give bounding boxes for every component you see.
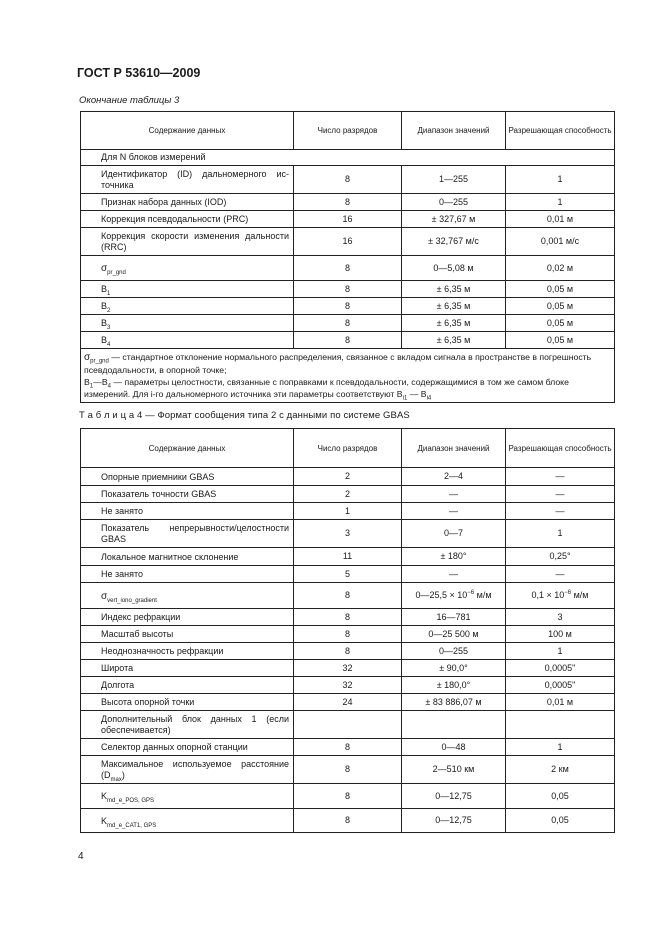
table4 <box>80 428 615 833</box>
table-row: Селектор данных опорной станции 8 0—48 1 <box>81 739 615 756</box>
col-header-resolution: Разрешающая способность <box>506 112 615 150</box>
section-label: Для N блоков измерений <box>81 150 615 166</box>
table-row: Показатель точности GBAS 2 — — <box>81 486 615 503</box>
table-row: Не занято 1 — — <box>81 503 615 520</box>
table-row: $\sigma_{vert\_iono\_gradient}$ 8 0—25,5 × $10^{-6}$ м/м $0,1 \times 10^{-6}$ м/м <box>81 583 615 609</box>
document-title: ГОСТ Р 53610—2009 <box>77 66 201 80</box>
table-row: Дополнительный блок данных 1 (если обеспечивается) <box>81 711 615 739</box>
col-header-resolution: Разрешающая способность <box>506 429 615 468</box>
table-row: Индекс рефракции 8 16—781 3 <box>81 609 615 626</box>
col-header-bits: Число разрядов <box>294 429 402 468</box>
table-row: $K_{md\_e\_CAT1, GPS}$ 8 0—12,75 0,05 <box>81 809 615 833</box>
table-row: Не занято 5 — — <box>81 566 615 583</box>
table4-caption: Т а б л и ц а 4 — Формат сообщения типа 2 с данными по системе GBAS <box>79 410 410 421</box>
table-row: Коррекция скорости изменения дальности (RRC) 16 ± 32,767 м/с 0,001 м/с <box>81 228 615 256</box>
col-header-bits: Число разрядов <box>294 112 402 150</box>
table3 <box>80 111 615 403</box>
table-row: Высота опорной точки 24 ± 83 886,07 м 0,01 м <box>81 694 615 711</box>
table-row: Опорные приемники GBAS 2 2—4 — <box>81 468 615 486</box>
table3-footnote: $\sigma_{pr\_gnd}$ — стандартное отклонение нормального распределения, связанное с вкладом сигнала в пространстве в погрешность псевдодальности, в опорной точке; $B_1—B_4$ — параметры целостности, связанные с поправками к псевдодальности, содержащимися в том же самом блоке измерений. Для i-го дальномерного источника эти параметры соответствуют $B_{i1}$ — $B_{i4}$ <box>81 349 615 403</box>
table-row: $B_2$ 8 ± 6,35 м 0,05 м <box>81 298 615 315</box>
col-header-range: Диапазон значений <box>402 112 506 150</box>
table-row: $K_{md\_e\_POS, GPS}$ 8 0—12,75 0,05 <box>81 784 615 809</box>
col-header-content: Содержание данных <box>81 429 294 468</box>
table-row: Коррекция псевдодальности (PRC) 16 ± 327,67 м 0,01 м <box>81 211 615 228</box>
page-number: 4 <box>78 851 84 862</box>
table-row: Показатель непрерывности/целостности GBAS 3 0—7 1 <box>81 520 615 548</box>
table-row: $\sigma_{pr\_gnd}$ 8 0—5,08 м 0,02 м <box>81 256 615 281</box>
table-row: Неоднозначность рефракции 8 0—255 1 <box>81 643 615 660</box>
table-row: Широта 32 ± 90,0° 0,0005" <box>81 660 615 677</box>
table3-caption: Окончание таблицы 3 <box>79 95 180 106</box>
table-row: Признак набора данных (IOD) 8 0—255 1 <box>81 194 615 211</box>
table-row: Масштаб высоты 8 0—25 500 м 100 м <box>81 626 615 643</box>
table-row: $B_3$ 8 ± 6,35 м 0,05 м <box>81 315 615 332</box>
col-header-content: Содержание данных <box>81 112 294 150</box>
table-row: Идентификатор (ID) дальномерного источника 8 1—255 1 <box>81 166 615 194</box>
table-row: $B_1$ 8 ± 6,35 м 0,05 м <box>81 281 615 298</box>
table-row: Локальное магнитное склонение 11 ± 180° 0,25° <box>81 548 615 566</box>
table-row: Долгота 32 ± 180,0° 0,0005" <box>81 677 615 694</box>
table-row: Максимальное используемое расстояние $(D_{max})$ 8 2—510 км 2 км <box>81 756 615 784</box>
col-header-range: Диапазон значений <box>402 429 506 468</box>
table-row: $B_4$ 8 ± 6,35 м 0,05 м <box>81 332 615 349</box>
